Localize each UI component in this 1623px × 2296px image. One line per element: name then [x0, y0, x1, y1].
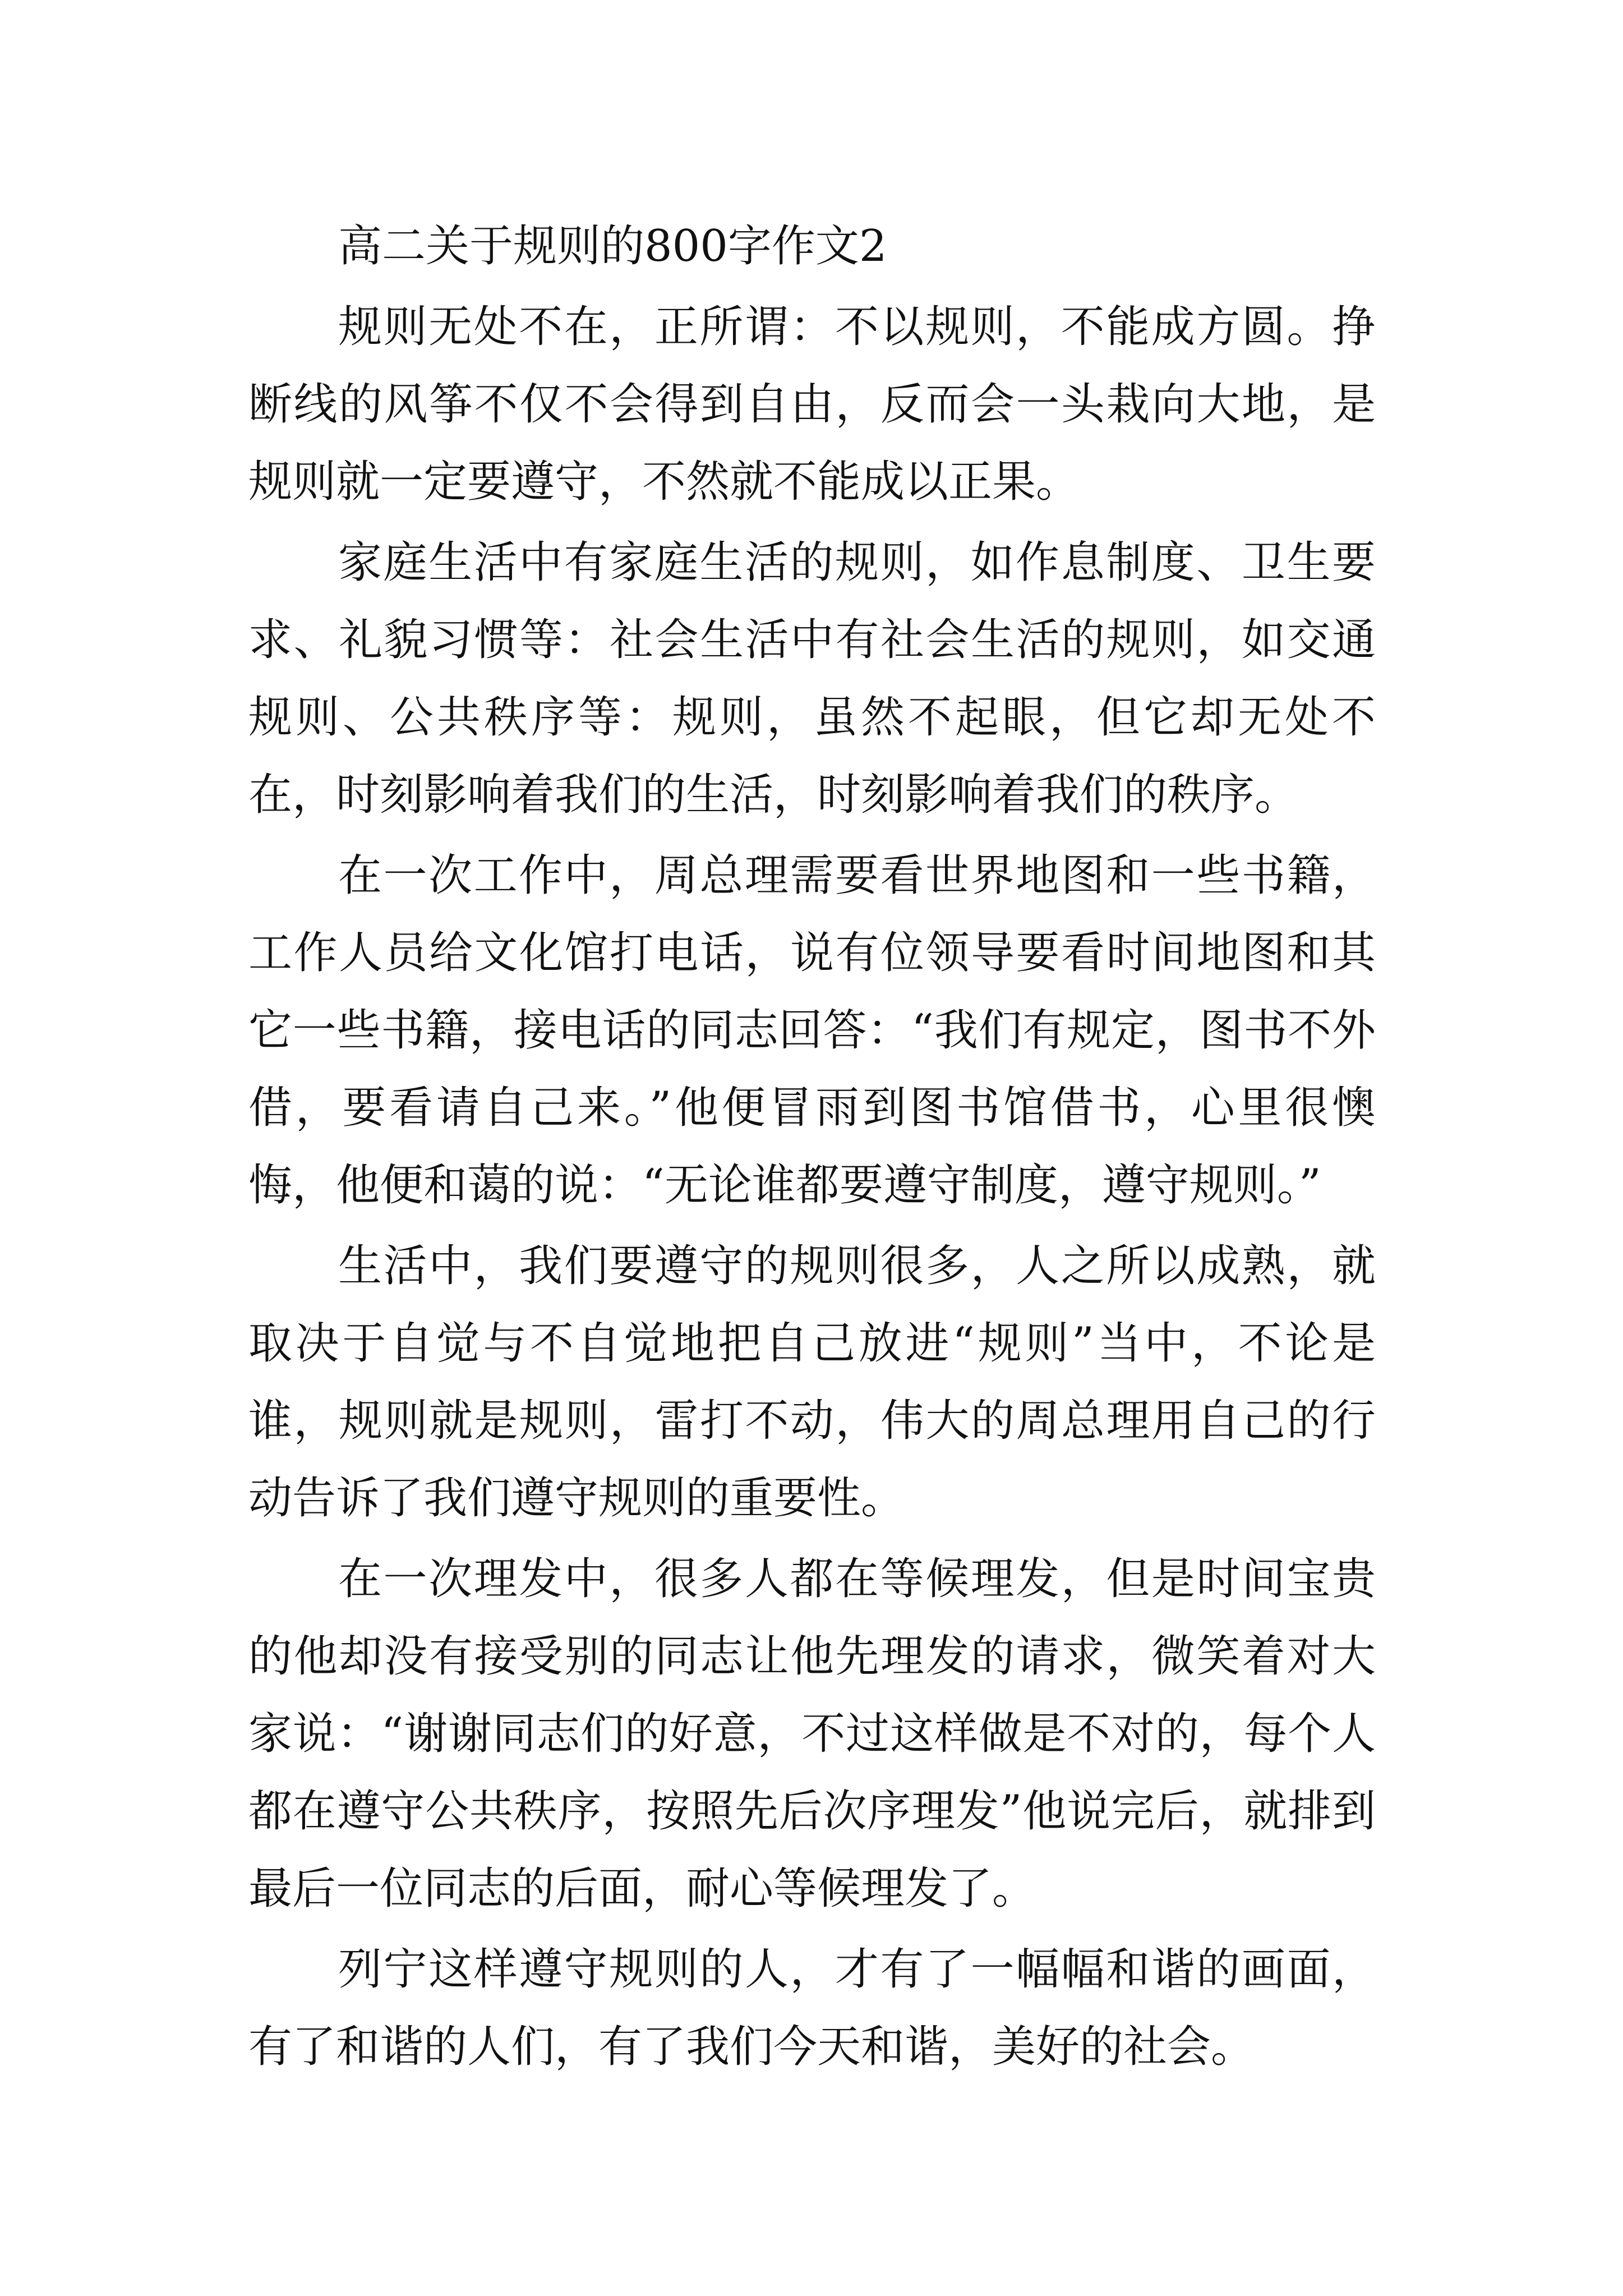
paragraph-2: 家庭生活中有家庭生活的规则，如作息制度、卫生要求、礼貌习惯等：社会生活中有社会生活的规则，如交通规则、公共秩序等：规则，虽然不起眼，但它却无处不在，时刻影响着我们的生活，时刻影响着我们的秩序。 — [248, 537, 1376, 820]
paragraph-3: 在一次工作中，周总理需要看世界地图和一些书籍，工作人员给文化馆打电话，说有位领导要看时间地图和其它一些书籍，接电话的同志回答：“我们有规定，图书不外借，要看请自己来。”他便冒雨到图书馆借书，心里很懊悔，他便和蔼的说：“无论谁都要遵守制度，遵守规则。” — [248, 850, 1376, 1211]
paragraph-4: 生活中，我们要遵守的规则很多，人之所以成熟，就取决于自觉与不自觉地把自己放进“规则”当中，不论是谁，规则就是规则，雷打不动，伟大的周总理用自己的行动告诉了我们遵守规则的重要性。 — [248, 1241, 1376, 1524]
paragraph-5: 在一次理发中，很多人都在等候理发，但是时间宝贵的他却没有接受别的同志让他先理发的请求，微笑着对大家说：“谢谢同志们的好意，不过这样做是不对的，每个人都在遵守公共秩序，按照先后次序理发”他说完后，就排到最后一位同志的后面，耐心等候理发了。 — [248, 1554, 1376, 1914]
paragraph-6: 列宁这样遵守规则的人，才有了一幅幅和谐的画面，有了和谐的人们，有了我们今天和谐，美好的社会。 — [248, 1944, 1376, 2072]
document-title: 高二关于规则的800字作文2 — [338, 221, 887, 272]
paragraph-1: 规则无处不在，正所谓：不以规则，不能成方圆。挣断线的风筝不仅不会得到自由，反而会一头栽向大地，是规则就一定要遵守，不然就不能成以正果。 — [248, 302, 1376, 507]
essay-body — [248, 208, 1376, 2086]
